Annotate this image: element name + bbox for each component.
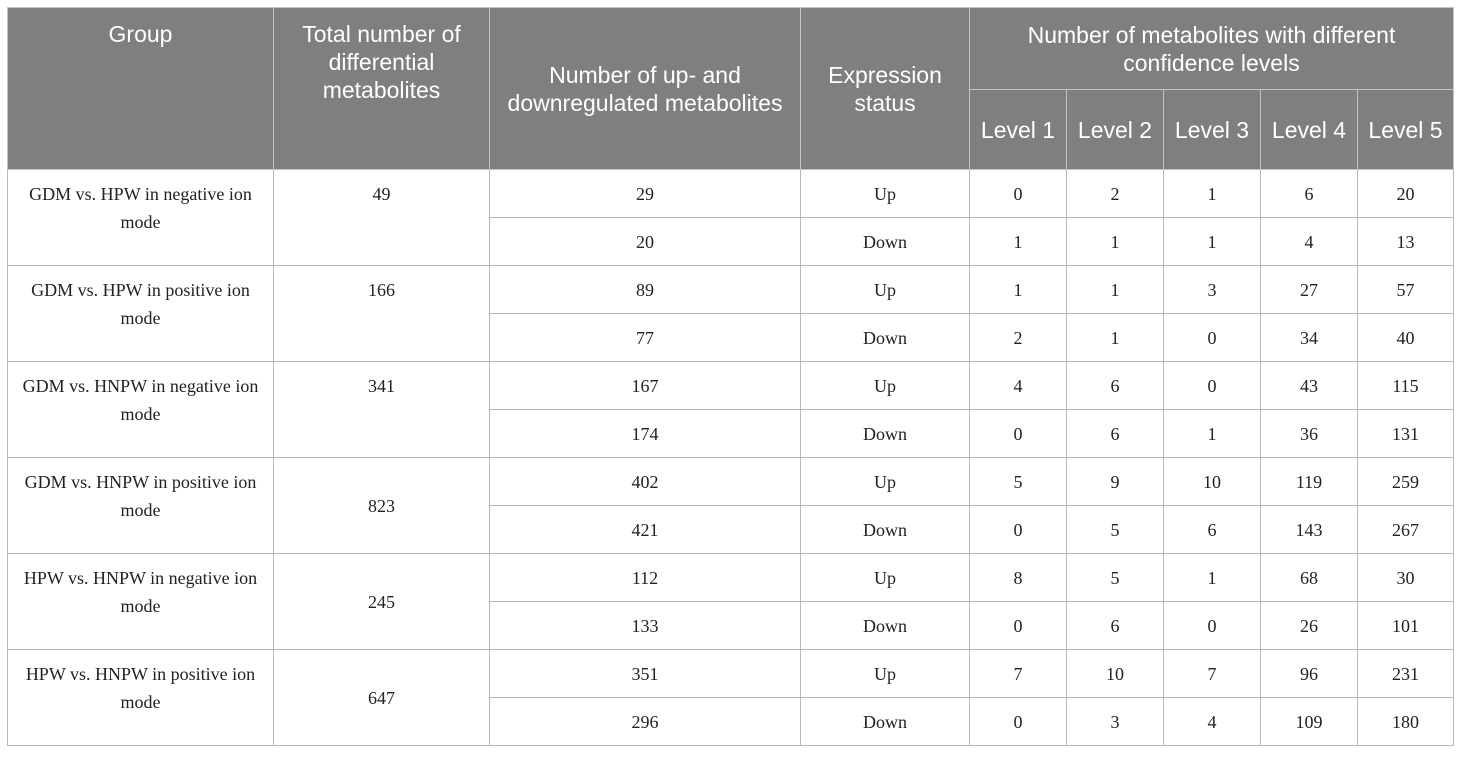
header-level: Level 4 — [1261, 90, 1358, 170]
updown-count-cell: 77 — [490, 314, 801, 362]
level-4-cell: 96 — [1261, 650, 1358, 698]
level-1-cell: 2 — [970, 314, 1067, 362]
total-cell: 647 — [274, 650, 490, 746]
level-3-cell: 4 — [1164, 698, 1261, 746]
level-3-cell: 1 — [1164, 554, 1261, 602]
table-row — [8, 170, 1454, 218]
level-3-cell: 10 — [1164, 458, 1261, 506]
table-header — [8, 8, 1454, 170]
table-container — [7, 7, 1454, 746]
expression-status-cell: Up — [801, 170, 970, 218]
expression-status-cell: Down — [801, 410, 970, 458]
group-name-cell: HPW vs. HNPW in negative ion mode — [8, 554, 274, 650]
level-5-cell: 40 — [1358, 314, 1454, 362]
total-cell: 166 — [274, 266, 490, 362]
level-5-cell: 57 — [1358, 266, 1454, 314]
updown-count-cell: 29 — [490, 170, 801, 218]
level-2-cell: 3 — [1067, 698, 1164, 746]
level-3-cell: 0 — [1164, 314, 1261, 362]
level-5-cell: 259 — [1358, 458, 1454, 506]
level-4-cell: 26 — [1261, 602, 1358, 650]
updown-count-cell: 20 — [490, 218, 801, 266]
header-group: Group — [8, 8, 274, 170]
table-body — [8, 170, 1454, 746]
level-5-cell: 231 — [1358, 650, 1454, 698]
level-3-cell: 7 — [1164, 650, 1261, 698]
level-3-cell: 1 — [1164, 410, 1261, 458]
level-2-cell: 10 — [1067, 650, 1164, 698]
expression-status-cell: Up — [801, 458, 970, 506]
group-name-cell: GDM vs. HNPW in positive ion mode — [8, 458, 274, 554]
level-2-cell: 5 — [1067, 554, 1164, 602]
level-4-cell: 34 — [1261, 314, 1358, 362]
table-row — [8, 266, 1454, 314]
level-5-cell: 180 — [1358, 698, 1454, 746]
expression-status-cell: Up — [801, 554, 970, 602]
header-level: Level 5 — [1358, 90, 1454, 170]
total-cell: 823 — [274, 458, 490, 554]
level-3-cell: 6 — [1164, 506, 1261, 554]
level-1-cell: 0 — [970, 506, 1067, 554]
level-1-cell: 0 — [970, 698, 1067, 746]
level-5-cell: 13 — [1358, 218, 1454, 266]
level-5-cell: 20 — [1358, 170, 1454, 218]
level-2-cell: 2 — [1067, 170, 1164, 218]
group-name-cell: GDM vs. HPW in positive ion mode — [8, 266, 274, 362]
updown-count-cell: 421 — [490, 506, 801, 554]
level-1-cell: 7 — [970, 650, 1067, 698]
level-1-cell: 0 — [970, 410, 1067, 458]
table-row — [8, 650, 1454, 698]
updown-count-cell: 112 — [490, 554, 801, 602]
updown-count-cell: 167 — [490, 362, 801, 410]
table-row — [8, 554, 1454, 602]
table-row — [8, 362, 1454, 410]
table-row — [8, 458, 1454, 506]
level-4-cell: 4 — [1261, 218, 1358, 266]
level-1-cell: 4 — [970, 362, 1067, 410]
level-1-cell: 1 — [970, 218, 1067, 266]
header-status: Expression status — [801, 8, 970, 170]
level-3-cell: 1 — [1164, 218, 1261, 266]
metabolites-table — [7, 7, 1454, 746]
expression-status-cell: Up — [801, 266, 970, 314]
total-cell: 341 — [274, 362, 490, 458]
level-2-cell: 1 — [1067, 218, 1164, 266]
header-level: Level 2 — [1067, 90, 1164, 170]
updown-count-cell: 402 — [490, 458, 801, 506]
level-2-cell: 6 — [1067, 362, 1164, 410]
group-name-cell: GDM vs. HPW in negative ion mode — [8, 170, 274, 266]
level-3-cell: 0 — [1164, 602, 1261, 650]
header-level: Level 3 — [1164, 90, 1261, 170]
expression-status-cell: Up — [801, 650, 970, 698]
level-1-cell: 0 — [970, 602, 1067, 650]
expression-status-cell: Down — [801, 314, 970, 362]
level-5-cell: 101 — [1358, 602, 1454, 650]
group-name-cell: HPW vs. HNPW in positive ion mode — [8, 650, 274, 746]
level-2-cell: 9 — [1067, 458, 1164, 506]
updown-count-cell: 89 — [490, 266, 801, 314]
expression-status-cell: Down — [801, 698, 970, 746]
level-2-cell: 6 — [1067, 410, 1164, 458]
expression-status-cell: Up — [801, 362, 970, 410]
level-4-cell: 6 — [1261, 170, 1358, 218]
header-updown: Number of up- and downregulated metabolites — [490, 8, 801, 170]
total-cell: 49 — [274, 170, 490, 266]
level-5-cell: 131 — [1358, 410, 1454, 458]
updown-count-cell: 174 — [490, 410, 801, 458]
level-4-cell: 143 — [1261, 506, 1358, 554]
level-1-cell: 5 — [970, 458, 1067, 506]
level-4-cell: 36 — [1261, 410, 1358, 458]
updown-count-cell: 296 — [490, 698, 801, 746]
level-5-cell: 30 — [1358, 554, 1454, 602]
level-4-cell: 27 — [1261, 266, 1358, 314]
group-name-cell: GDM vs. HNPW in negative ion mode — [8, 362, 274, 458]
level-4-cell: 119 — [1261, 458, 1358, 506]
header-level: Level 1 — [970, 90, 1067, 170]
total-cell: 245 — [274, 554, 490, 650]
updown-count-cell: 351 — [490, 650, 801, 698]
expression-status-cell: Down — [801, 602, 970, 650]
level-2-cell: 6 — [1067, 602, 1164, 650]
level-2-cell: 1 — [1067, 314, 1164, 362]
level-2-cell: 5 — [1067, 506, 1164, 554]
level-1-cell: 0 — [970, 170, 1067, 218]
level-1-cell: 1 — [970, 266, 1067, 314]
level-5-cell: 115 — [1358, 362, 1454, 410]
level-2-cell: 1 — [1067, 266, 1164, 314]
expression-status-cell: Down — [801, 506, 970, 554]
level-3-cell: 0 — [1164, 362, 1261, 410]
level-4-cell: 109 — [1261, 698, 1358, 746]
updown-count-cell: 133 — [490, 602, 801, 650]
header-total: Total number of differential metabolites — [274, 8, 490, 170]
expression-status-cell: Down — [801, 218, 970, 266]
level-4-cell: 68 — [1261, 554, 1358, 602]
level-3-cell: 1 — [1164, 170, 1261, 218]
level-4-cell: 43 — [1261, 362, 1358, 410]
level-5-cell: 267 — [1358, 506, 1454, 554]
header-confidence: Number of metabolites with different confidence levels — [970, 8, 1454, 90]
level-3-cell: 3 — [1164, 266, 1261, 314]
level-1-cell: 8 — [970, 554, 1067, 602]
